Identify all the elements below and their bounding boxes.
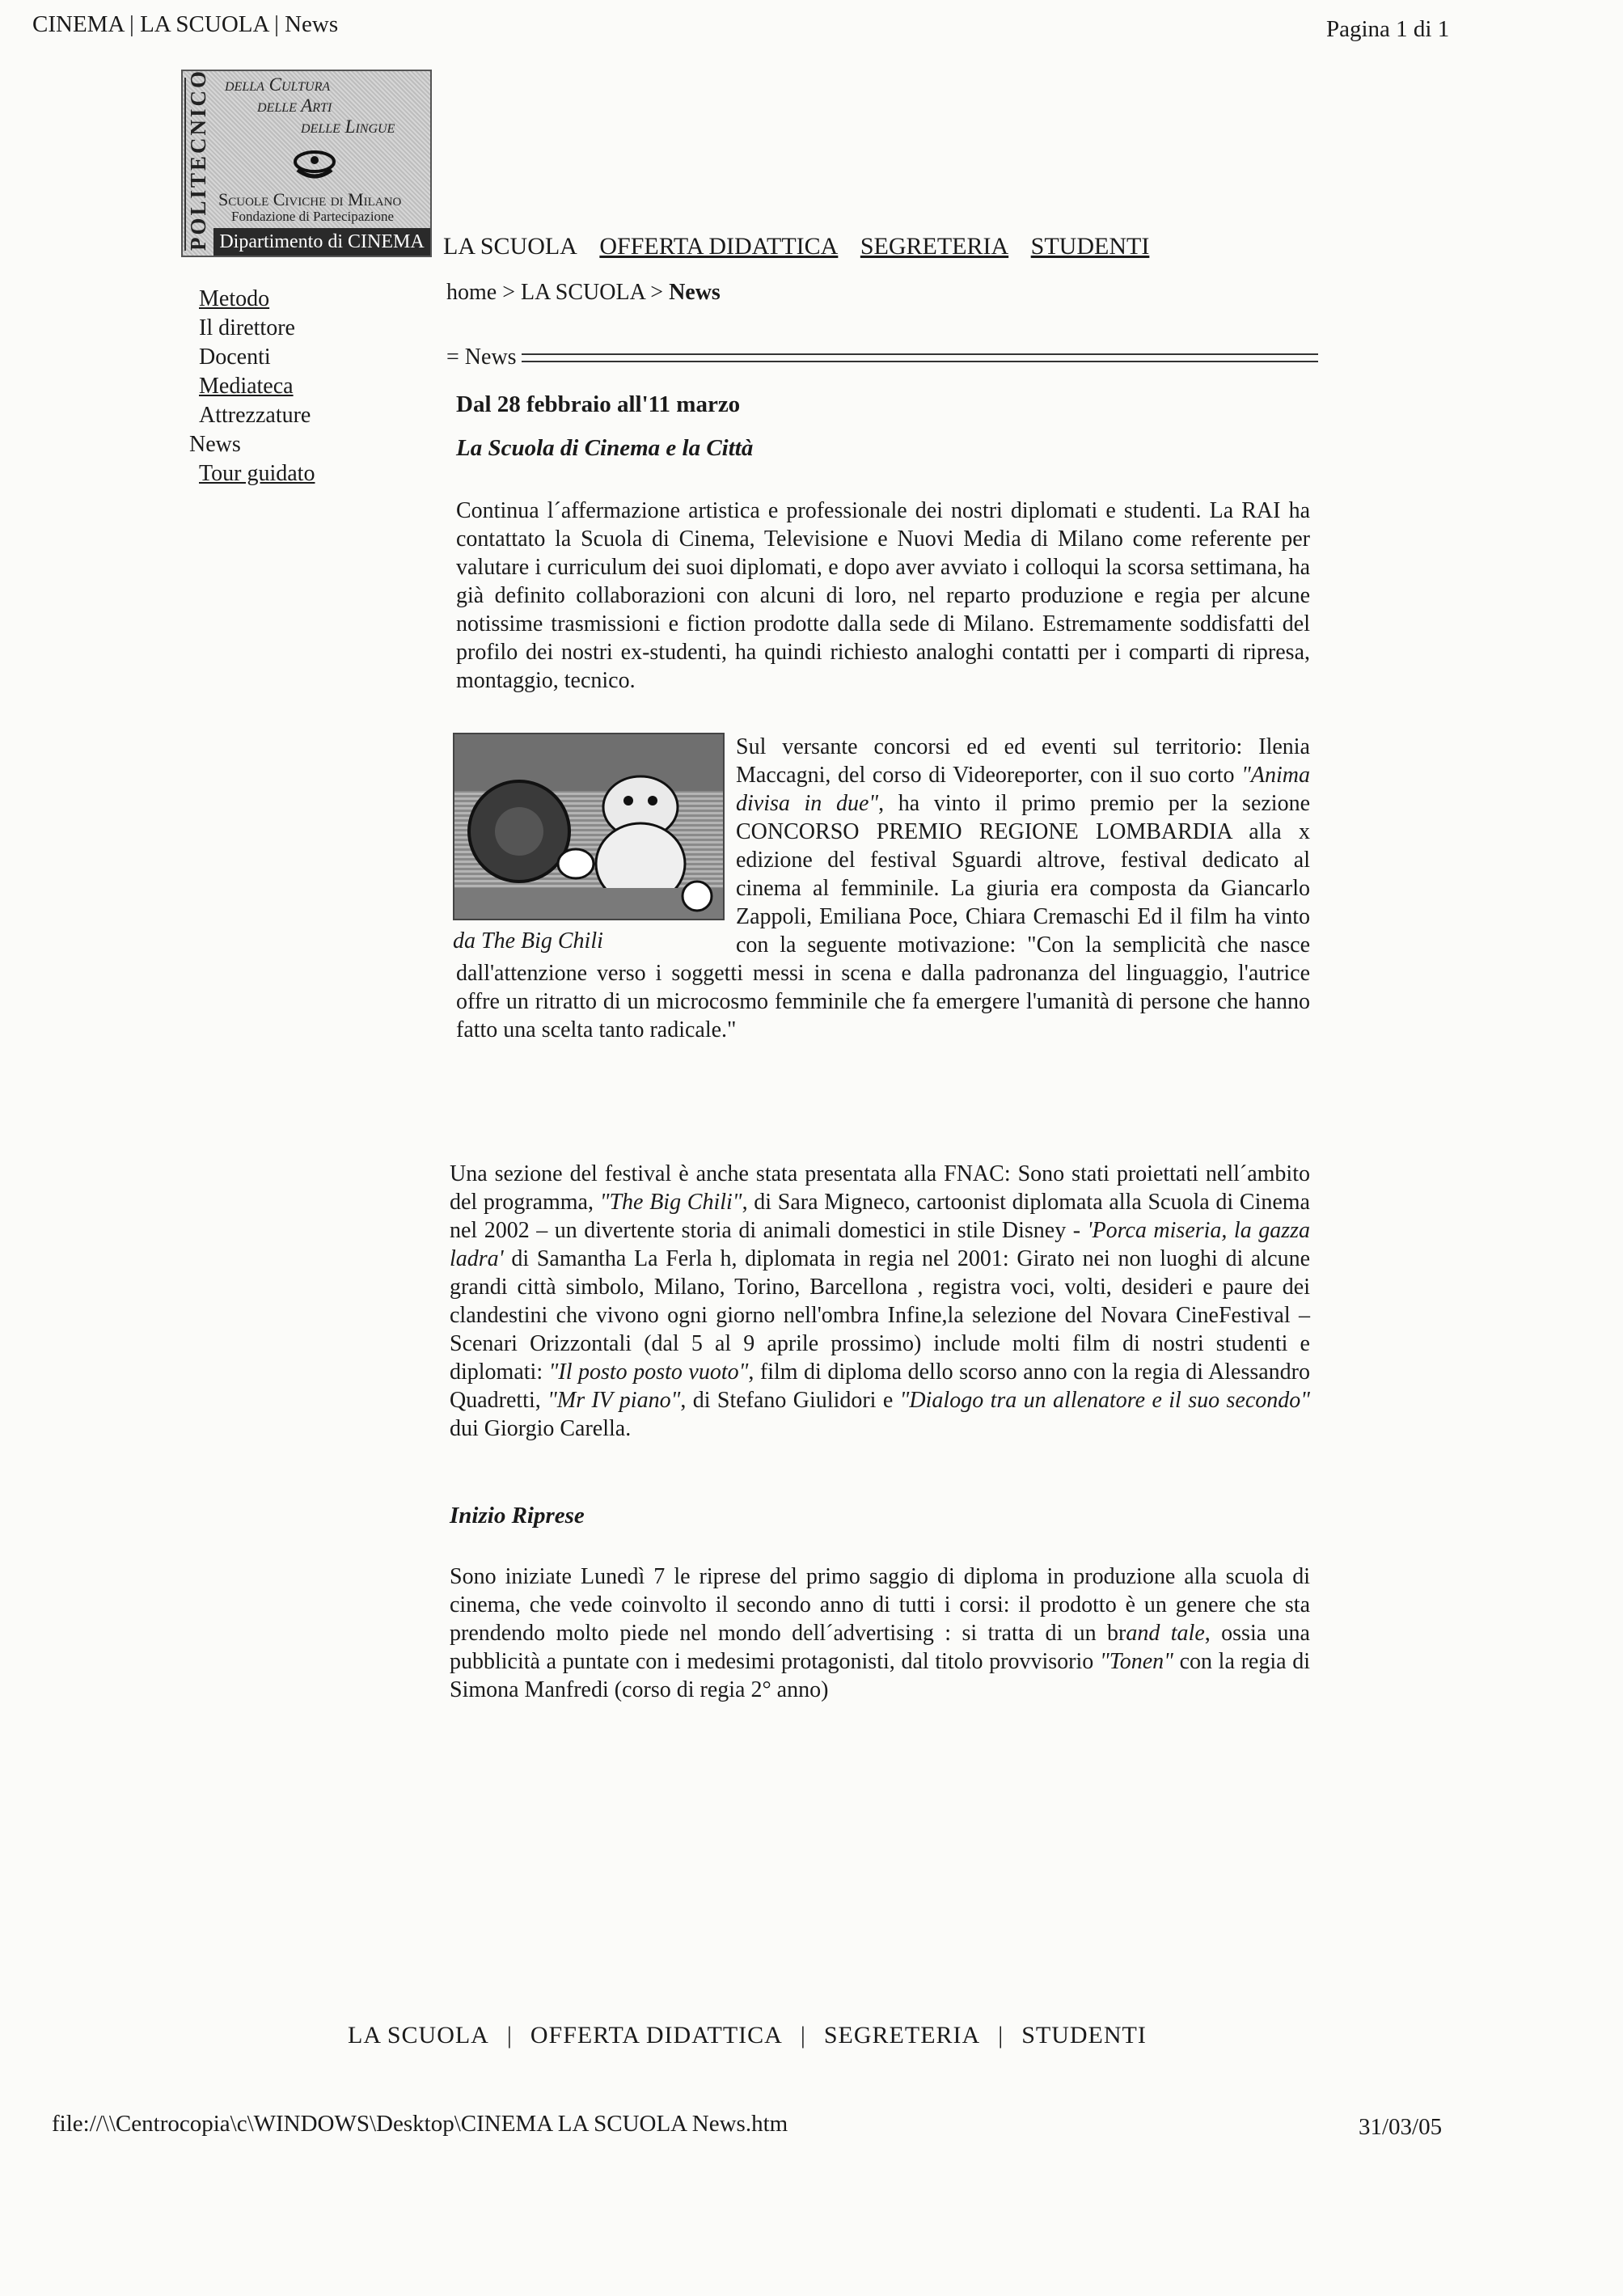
paragraph-text: , ha vinto il primo premio per la sezione CONCORSO PREMIO REGIONE LOMBARDIA alla x edizione del festival Sguardi altrove, festival dedicato al cinema al femminile. La giuria era composta da Giancarlo Zappoli, Emiliana Poce, Chiara Cremaschi Ed il film ha vinto con la seguente motivazione: "Con la semplicità che nasce dall'attenzione verso i soggetti messi in scena e dalla padronanza del linguaggio, l'autrice offre un ritratto di un microcosmo femminile che fa emergere l'umanità di persone che hanno fatto una scelta tanto radicale." xyxy=(456,791,1310,1042)
paragraph-text: con la regia di Simona Manfredi (corso di regia 2° anno) xyxy=(450,1649,1311,1702)
film-title: "The Big Chili" xyxy=(599,1190,742,1215)
news-section-header xyxy=(446,345,1318,370)
print-page-number: Pagina 1 di 1 xyxy=(1326,16,1450,42)
film-title: 'Porca miseria, la gazza ladra' xyxy=(450,1218,1310,1271)
paragraph-text: dui Giorgio Carella. xyxy=(450,1416,632,1441)
logo-line-1: della Cultura xyxy=(225,74,331,95)
politecnico-logo[interactable] xyxy=(181,70,432,257)
logo-vertical-text: POLITECNICO xyxy=(186,68,210,251)
paragraph-text: , film di diploma dello scorso anno con la regia di Alessandro Quadretti, xyxy=(450,1359,1310,1413)
film-title: "Il posto posto vuoto" xyxy=(548,1359,749,1385)
sidebar-item-metodo[interactable]: Metodo xyxy=(199,286,270,311)
top-nav-offerta-didattica[interactable]: OFFERTA DIDATTICA xyxy=(599,233,839,260)
logo-line-4: Scuole Civiche di Milano xyxy=(218,189,402,209)
big-chili-image xyxy=(453,733,725,920)
article-paragraph-1: Continua l´affermazione artistica e professionale dei nostri diplomati e studenti. La RAI ha contattato la Scuola di Cinema, Televisione e Nuovi Media di Milano come referente per valutare i curriculum dei suoi diplomati, e dopo aver avviato i colloqui la scorsa settimana, ha già definito collaborazioni con alcuni di loro, nel reparto produzione e regia per alcune notissime trasmissioni e fiction prodotte dalla sede di Milano. Estremamente soddisfatti del profilo dei nostri ex-studenti, ha quindi richiesto analoghi contatti per i comparti di ripresa, montaggio, tecnico. xyxy=(456,498,1310,693)
sidebar xyxy=(189,285,315,488)
breadcrumb-la-scuola[interactable]: LA SCUOLA xyxy=(521,280,645,305)
print-file-path: file://\\Centrocopia\c\WINDOWS\Desktop\CINEMA LA SCUOLA News.htm xyxy=(52,2111,788,2137)
cartoon-illustration xyxy=(454,734,723,919)
sidebar-item-tour-guidato[interactable]: Tour guidato xyxy=(199,461,315,486)
paragraph-text: , ossia una pubblicità a puntate con i medesimi protagonisti, dal titolo provvisorio xyxy=(450,1621,1310,1674)
paragraph-text: , di Sara Migneco, cartoonist diplomata alla Scuola di Cinema nel 2002 – un divertente storia di animali domestici in stile Disney - xyxy=(450,1190,1310,1243)
footer-separator: | xyxy=(998,2022,1004,2049)
top-nav-segreteria[interactable]: SEGRETERIA xyxy=(860,233,1009,260)
logo-line-5: Fondazione di Partecipazione xyxy=(231,209,395,224)
breadcrumb-separator: > xyxy=(650,280,664,305)
paragraph-text: di Samantha La Ferla h, diplomata in regia nel 2001: Girato nei non luoghi di alcune grandi città simbolo, Milano, Torino, Barcellona , registra voci, volti, desideri e paure dei clandestini che vivono ogni giorno nell'ombra Infine,la selezione del Novara CineFestival – Scenari Orizzontali (dal 5 al 9 aprile prossimo) include molti film di nostri studenti e diplomati: xyxy=(450,1246,1310,1385)
top-nav xyxy=(443,233,1165,260)
film-title: "Dialogo tra un allenatore e il suo secondo" xyxy=(899,1388,1311,1413)
top-nav-la-scuola[interactable]: LA SCUOLA xyxy=(443,233,577,260)
paragraph-text: Una sezione del festival è anche stata presentata alla FNAC: Sono stati proiettati nell´ambito del programma, xyxy=(450,1161,1310,1215)
article-heading-inizio-riprese: Inizio Riprese xyxy=(450,1503,585,1529)
article-paragraph-4 xyxy=(450,1562,1310,1704)
film-title: "Tonen" xyxy=(1099,1649,1173,1674)
paragraph-text: Sul versante concorsi ed ed eventi sul territorio: Ilenia Maccagni, del corso di Videoreporter, con il suo corto xyxy=(736,734,1310,788)
breadcrumb-home[interactable]: home xyxy=(446,280,497,305)
breadcrumb-current: News xyxy=(669,280,721,305)
footer-nav xyxy=(348,2022,1147,2049)
news-divider xyxy=(522,353,1318,362)
logo-department: Dipartimento di CINEMA xyxy=(213,228,430,256)
sidebar-item-attrezzature[interactable]: Attrezzature xyxy=(199,403,311,428)
paragraph-text: , di Stefano Giulidori e xyxy=(680,1388,900,1413)
logo-line-3: delle Lingue xyxy=(301,116,395,137)
sidebar-item-mediateca[interactable]: Mediateca xyxy=(199,374,294,399)
sidebar-item-il-direttore[interactable]: Il direttore xyxy=(199,315,295,340)
logo-line-2: delle Arti xyxy=(257,95,332,116)
top-nav-studenti[interactable]: STUDENTI xyxy=(1030,233,1150,260)
logo-emblem-icon xyxy=(286,144,343,184)
sidebar-item-news[interactable]: News xyxy=(189,432,241,457)
breadcrumb xyxy=(446,280,721,306)
footer-nav-la-scuola[interactable]: LA SCUOLA xyxy=(348,2022,489,2049)
footer-nav-segreteria[interactable]: SEGRETERIA xyxy=(823,2022,981,2049)
breadcrumb-separator: > xyxy=(502,280,516,305)
emphasis-text: and tale xyxy=(1126,1621,1205,1646)
sidebar-item-docenti[interactable]: Docenti xyxy=(199,345,271,370)
article-paragraph-3 xyxy=(450,1160,1310,1443)
footer-separator: | xyxy=(506,2022,513,2049)
article-subheading: La Scuola di Cinema e la Città xyxy=(456,435,754,461)
print-date: 31/03/05 xyxy=(1359,2114,1443,2140)
footer-separator: | xyxy=(800,2022,806,2049)
footer-nav-offerta-didattica[interactable]: OFFERTA DIDATTICA xyxy=(530,2022,783,2049)
article-date-heading: Dal 28 febbraio all'11 marzo xyxy=(456,391,741,417)
image-caption: da The Big Chili xyxy=(453,928,603,953)
paragraph-text: Sono iniziate Lunedì 7 le riprese del primo saggio di diploma in produzione alla scuola di cinema, che vede coinvolto il secondo anno di tutti i corsi: il prodotto è un genere che sta prendendo molto piede nel mondo dell´advertising : si tratta di un br xyxy=(450,1564,1310,1646)
news-label: = News xyxy=(446,345,517,370)
footer-nav-studenti[interactable]: STUDENTI xyxy=(1021,2022,1147,2049)
film-title: "Anima divisa in due" xyxy=(736,763,1310,816)
film-title: "Mr IV piano" xyxy=(547,1388,681,1413)
print-page-title: CINEMA | LA SCUOLA | News xyxy=(32,11,339,37)
